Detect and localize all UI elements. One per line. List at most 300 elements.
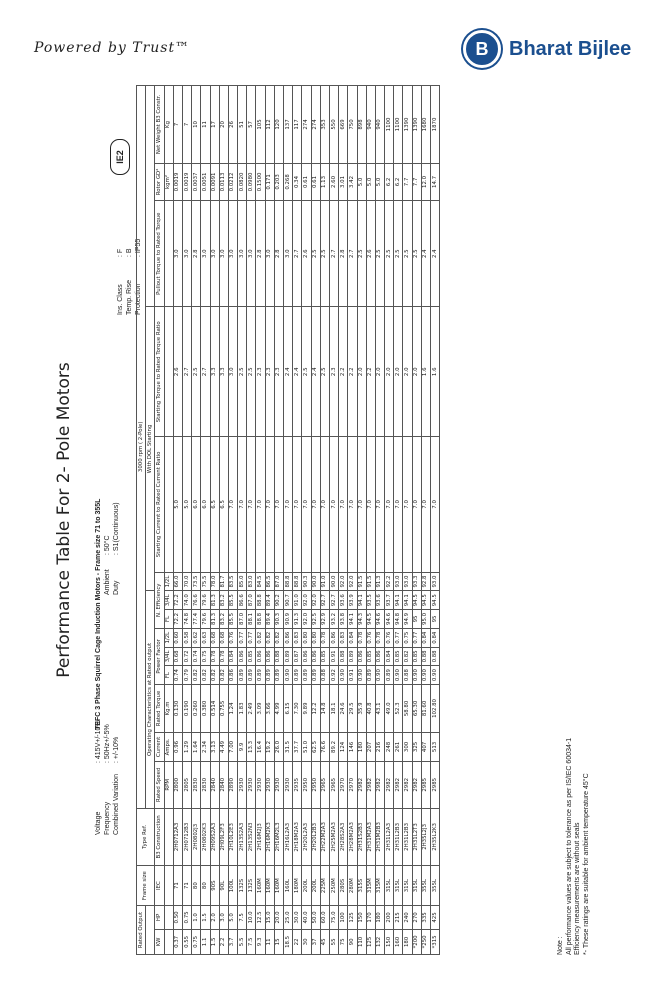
table-cell: 0.89 xyxy=(385,666,394,685)
table-cell: 2H25M2A3 xyxy=(329,808,338,866)
table-cell: 2H20L2A3 xyxy=(302,808,311,866)
table-cell: 0.130 xyxy=(173,684,182,732)
table-cell: 180M xyxy=(293,866,302,906)
ins-value: : IP55 xyxy=(135,238,142,257)
table-cell: 2H16M2J3 xyxy=(256,808,265,866)
table-cell: 0.380 xyxy=(201,684,210,732)
th-unit-rotor: kgm² xyxy=(164,163,173,200)
table-cell: 3.3 xyxy=(210,307,219,437)
ins-key: Temp. Rise xyxy=(126,279,133,315)
table-cell: 2982 xyxy=(366,761,375,808)
table-cell: 17 xyxy=(210,86,219,164)
table-cell: 45 xyxy=(320,929,329,954)
table-cell: 0.96 xyxy=(173,732,182,761)
table-cell: 90.7 xyxy=(284,591,293,610)
table-cell: 15.0 xyxy=(265,906,274,930)
table-cell: 75.0 xyxy=(329,906,338,930)
table-cell: 2.8 xyxy=(274,200,283,306)
table-cell: 0.82 xyxy=(403,647,412,666)
table-row xyxy=(247,86,256,955)
table-cell: 87.0 xyxy=(247,591,256,610)
table-cell: 26.0 xyxy=(274,732,283,761)
table-cell: 90.3 xyxy=(274,610,283,629)
table-cell: 7.0 xyxy=(412,437,421,572)
table-cell: 6.5 xyxy=(210,437,219,572)
table-row xyxy=(293,86,302,955)
table-cell: 355L xyxy=(431,866,440,906)
table-row xyxy=(357,86,366,955)
table-cell: 2.5 xyxy=(403,200,412,306)
table-cell: 51.0 xyxy=(302,732,311,761)
table-cell: 3.13 xyxy=(210,732,219,761)
table-row xyxy=(219,86,228,955)
table-cell: 40.0 xyxy=(302,906,311,930)
table-cell: 29.5 xyxy=(348,684,357,732)
table-cell: 2930 xyxy=(247,761,256,808)
table-cell: 0.60 xyxy=(173,628,182,647)
table-row xyxy=(329,86,338,955)
table-cell: 91.5 xyxy=(366,572,375,591)
table-cell: 3.0 xyxy=(238,200,247,306)
th-unit-blank xyxy=(164,307,173,437)
table-cell: 0.90 xyxy=(375,666,384,685)
table-cell: 2H35L2J3 xyxy=(421,808,430,866)
table-cell: 93.0 xyxy=(403,572,412,591)
table-cell: 2.2 xyxy=(339,307,348,437)
th-b3: B3 Construction xyxy=(155,808,164,866)
table-cell: 57 xyxy=(247,86,256,164)
table-cell: 91.5 xyxy=(357,572,366,591)
supply-key: Frequency xyxy=(104,801,111,835)
table-cell: 2.34 xyxy=(201,732,210,761)
table-cell: 37 xyxy=(311,929,320,954)
table-cell: 315L xyxy=(385,866,394,906)
table-cell: 90L xyxy=(219,866,228,906)
table-cell: 92.0 xyxy=(339,572,348,591)
table-cell: 2.5 xyxy=(357,200,366,306)
table-cell: 94.1 xyxy=(394,591,403,610)
table-cell: 0.72 xyxy=(182,647,191,666)
table-cell: 0.0091 xyxy=(210,163,219,200)
th-current: Current xyxy=(155,732,164,761)
table-row xyxy=(412,86,421,955)
table-cell: 0.89 xyxy=(348,647,357,666)
table-cell: 7.0 xyxy=(394,437,403,572)
supply-value: : 50Hz+/-5% xyxy=(104,724,111,763)
table-cell: 75 xyxy=(339,929,348,954)
table-cell: *200 xyxy=(412,929,421,954)
table-cell: 95.0 xyxy=(421,610,430,629)
table-cell: 0.89 xyxy=(293,666,302,685)
table-cell: 2.5 xyxy=(192,307,201,437)
table-cell: 50.0 xyxy=(311,906,320,930)
table-cell: 0.89 xyxy=(302,666,311,685)
table-cell: 300 xyxy=(403,732,412,761)
th-unit-blank xyxy=(164,808,173,866)
table-cell: 2.3 xyxy=(265,307,274,437)
table-cell: 2.0 xyxy=(210,906,219,930)
table-cell: 7.0 xyxy=(238,437,247,572)
th-unit-fl: FL xyxy=(164,610,173,629)
table-cell: 180 xyxy=(357,732,366,761)
table-cell: 9.3 xyxy=(256,929,265,954)
table-cell: 2985 xyxy=(431,761,440,808)
table-cell: 7.0 xyxy=(247,437,256,572)
table-row xyxy=(366,86,375,955)
table-cell: 669 xyxy=(339,86,348,164)
table-cell: 207 xyxy=(366,732,375,761)
table-cell: 7.0 xyxy=(284,437,293,572)
table-cell: 0.86 xyxy=(284,628,293,647)
table-cell: 0.88 xyxy=(339,647,348,666)
table-cell: 5.5 xyxy=(238,929,247,954)
table-row xyxy=(403,86,412,955)
table-cell: 83.2 xyxy=(219,610,228,629)
table-cell: 2.4 xyxy=(431,200,440,306)
table-cell: 7.0 xyxy=(403,437,412,572)
table-row xyxy=(274,86,283,955)
table-cell: 58.80 xyxy=(403,684,412,732)
table-cell: 92.0 xyxy=(302,610,311,629)
table-cell: 2H16L2A3 xyxy=(284,808,293,866)
table-cell: 0.84 xyxy=(348,628,357,647)
table-cell: 2H09S2A3 xyxy=(210,808,219,866)
table-cell: 71 xyxy=(182,866,191,906)
table-cell: 0.34 xyxy=(293,163,302,200)
table-cell: 0.83 xyxy=(293,628,302,647)
table-cell: 10 xyxy=(192,86,201,164)
table-cell: 26 xyxy=(228,86,237,164)
table-cell: 215 xyxy=(394,906,403,930)
table-cell: 80 xyxy=(192,866,201,906)
table-cell: 0.89 xyxy=(284,647,293,666)
table-cell: 0.84 xyxy=(421,628,430,647)
th-frame: Frame size xyxy=(137,866,155,906)
table-cell: 0.90 xyxy=(394,666,403,685)
table-cell: 86.6 xyxy=(238,591,247,610)
table-cell: 92.8 xyxy=(421,572,430,591)
table-cell: 1680 xyxy=(421,86,430,164)
table-cell: 0.87 xyxy=(293,647,302,666)
table-cell: 2.6 xyxy=(366,200,375,306)
logo-icon: B xyxy=(463,30,501,68)
table-cell: 124 xyxy=(339,732,348,761)
table-cell: 2H31L2A3 xyxy=(385,808,394,866)
table-cell: 85.0 xyxy=(238,572,247,591)
table-cell: 261 xyxy=(394,732,403,761)
table-cell: 2.5 xyxy=(412,200,421,306)
table-cell: 90 xyxy=(348,929,357,954)
table-cell: 2930 xyxy=(265,761,274,808)
table-cell: 1.6 xyxy=(421,307,430,437)
table-cell: 0.63 xyxy=(201,628,210,647)
table-row xyxy=(339,86,348,955)
note-line: Efficiency measurements are without seals xyxy=(574,822,581,955)
table-cell: 120 xyxy=(274,86,283,164)
table-cell: 2965 xyxy=(329,761,338,808)
brand-name: Bharat Bijlee xyxy=(509,37,632,60)
table-cell: 94.1 xyxy=(348,610,357,629)
table-cell: 0.0019 xyxy=(173,163,182,200)
table-cell: 92.7 xyxy=(320,591,329,610)
th-blank xyxy=(146,86,155,307)
table-cell: 10.0 xyxy=(247,906,256,930)
table-row xyxy=(421,86,430,955)
table-cell: 60.0 xyxy=(320,906,329,930)
th-power-factor: Power Factor xyxy=(155,628,164,684)
table-cell: 22 xyxy=(293,929,302,954)
table-cell: 1.13 xyxy=(320,163,329,200)
supply-value: : 415V+/-10% xyxy=(95,720,102,763)
table-cell: 2935 xyxy=(293,761,302,808)
table-cell: 0.80 xyxy=(311,628,320,647)
table-cell: 5.0 xyxy=(357,163,366,200)
table-cell: 1390 xyxy=(412,86,421,164)
table-cell: 19.2 xyxy=(265,732,274,761)
table-cell: 940 xyxy=(375,86,384,164)
table-cell: 92.2 xyxy=(385,572,394,591)
table-cell: 3.0 xyxy=(201,200,210,306)
table-cell: 2.7 xyxy=(182,307,191,437)
motor-desc-text: TEFC 3 Phase Squirrel Cage Induction Motors - Frame size 71 to 355L xyxy=(95,498,102,730)
ie2-badge: IE2 xyxy=(110,139,130,175)
table-cell: 132S xyxy=(238,866,247,906)
table-cell: 2H28M2A3 xyxy=(348,808,357,866)
table-cell: 2.6 xyxy=(173,307,182,437)
table-cell: 0.88 xyxy=(403,666,412,685)
table-cell: 425 xyxy=(431,906,440,930)
table-cell: 898 xyxy=(357,86,366,164)
table-cell: 95 xyxy=(431,610,440,629)
table-cell: 94.8 xyxy=(394,610,403,629)
table-cell: 0.78 xyxy=(357,628,366,647)
table-cell: 6.0 xyxy=(201,437,210,572)
note-line: All performance values are subject to tolerance as per IS/IEC 60034-1 xyxy=(565,737,573,955)
table-cell: 49.0 xyxy=(385,684,394,732)
table-cell: 200L xyxy=(311,866,320,906)
table-cell: 81.60 xyxy=(421,684,430,732)
table-cell: 2970 xyxy=(348,761,357,808)
table-cell: 0.83 xyxy=(339,628,348,647)
table-cell: 0.755 xyxy=(219,684,228,732)
table-cell: 12.2 xyxy=(311,684,320,732)
table-row xyxy=(394,86,403,955)
table-cell: 280M xyxy=(348,866,357,906)
table-cell: 0.89 xyxy=(274,666,283,685)
table-cell: 0.82 xyxy=(210,666,219,685)
table-cell: 0.86 xyxy=(375,647,384,666)
table-cell: 79.6 xyxy=(201,591,210,610)
th-unit-wt: Kg xyxy=(164,86,173,164)
table-cell: 2.8 xyxy=(339,200,348,306)
table-cell: 7 xyxy=(173,86,182,164)
table-cell: 2.0 xyxy=(412,307,421,437)
table-body xyxy=(173,86,439,955)
table-cell: 12.0 xyxy=(421,163,430,200)
table-cell: 5.0 xyxy=(375,163,384,200)
table-cell: 137 xyxy=(284,86,293,164)
table-cell: 200 xyxy=(385,906,394,930)
table-cell: 7.0 xyxy=(228,437,237,572)
table-cell: 3.3 xyxy=(219,307,228,437)
table-cell: 2.0 xyxy=(385,307,394,437)
table-cell: 0.268 xyxy=(284,163,293,200)
table-cell: 0.37 xyxy=(173,929,182,954)
table-cell: 0.84 xyxy=(385,647,394,666)
table-cell: 160L xyxy=(284,866,293,906)
table-cell: 0.89 xyxy=(311,666,320,685)
table-cell: 2.0 xyxy=(357,307,366,437)
table-cell: 2H0712A3 xyxy=(173,808,182,866)
table-cell: 2830 xyxy=(201,761,210,808)
table-cell: 2985 xyxy=(421,761,430,808)
table-cell: 315M xyxy=(375,866,384,906)
table-cell: 325 xyxy=(412,732,421,761)
table-cell: 225M xyxy=(320,866,329,906)
table-cell: 2950 xyxy=(302,761,311,808)
table-cell: 88.1 xyxy=(247,610,256,629)
table-cell: 0.91 xyxy=(348,666,357,685)
table-cell: 3.7 xyxy=(228,929,237,954)
table-cell: 2H35L2K3 xyxy=(431,808,440,866)
table-cell: 3.42 xyxy=(348,163,357,200)
table-cell: 88.8 xyxy=(256,591,265,610)
table-cell: 250M xyxy=(329,866,338,906)
table-cell: 0.86 xyxy=(302,647,311,666)
supply-key: Combined Variation xyxy=(113,774,120,835)
table-cell: 100 xyxy=(339,906,348,930)
th-blank xyxy=(146,906,155,955)
table-cell: 2.49 xyxy=(247,684,256,732)
table-cell: 5.0 xyxy=(182,437,191,572)
table-cell: 3.0 xyxy=(228,200,237,306)
table-cell: 7.0 xyxy=(265,437,274,572)
table-cell: 160 xyxy=(394,929,403,954)
brand-logo xyxy=(463,30,631,68)
note-line: *- These ratings are suitable for ambient temperature 45°C xyxy=(582,773,590,955)
table-cell: 74.8 xyxy=(182,610,191,629)
supply-value: : +/-10% xyxy=(113,736,120,763)
table-cell: 0.78 xyxy=(219,647,228,666)
table-cell: 274 xyxy=(302,86,311,164)
table-cell: 2.5 xyxy=(320,307,329,437)
table-cell: 3.0 xyxy=(219,906,228,930)
table-cell: 2.5 xyxy=(247,307,256,437)
table-cell: 0.82 xyxy=(192,666,201,685)
table-cell: 78.0 xyxy=(210,572,219,591)
table-row xyxy=(201,86,210,955)
table-cell: 2950 xyxy=(311,761,320,808)
table-cell: 2830 xyxy=(192,761,201,808)
table-cell: 6.0 xyxy=(192,437,201,572)
table-cell: 7.0 xyxy=(421,437,430,572)
notes xyxy=(557,738,591,955)
table-cell: 2.5 xyxy=(311,200,320,306)
table-cell: 0.68 xyxy=(219,628,228,647)
table-cell: 0.75 xyxy=(403,628,412,647)
table-cell: 72.2 xyxy=(173,610,182,629)
table-cell: 7.0 xyxy=(385,437,394,572)
table-cell: 0.92 xyxy=(329,666,338,685)
table-cell: 2.5 xyxy=(238,307,247,437)
table-cell: 240 xyxy=(403,906,412,930)
table-cell: 2982 xyxy=(385,761,394,808)
table-cell: *315 xyxy=(431,929,440,954)
motor-description xyxy=(94,499,103,730)
table-cell: 2.7 xyxy=(329,200,338,306)
table-cell: 3.0 xyxy=(173,200,182,306)
tagline: Powered by Trust™ xyxy=(34,40,191,56)
table-cell: 88.8 xyxy=(293,572,302,591)
table-cell: 274 xyxy=(311,86,320,164)
table-cell: 0.88 xyxy=(431,647,440,666)
table-cell: 0.90 xyxy=(412,666,421,685)
page-title: Performance Table For 2- Pole Motors xyxy=(54,362,74,678)
table-cell: 170 xyxy=(366,906,375,930)
table-cell: 31.5 xyxy=(284,732,293,761)
table-cell: 76.6 xyxy=(320,732,329,761)
table-cell: 3.0 xyxy=(210,200,219,306)
table-cell: 150 xyxy=(385,929,394,954)
table-cell: 2930 xyxy=(238,761,247,808)
table-cell: 70.0 xyxy=(182,572,191,591)
table-cell: 85.5 xyxy=(228,591,237,610)
table-cell: 0.89 xyxy=(366,666,375,685)
table-cell: 0.82 xyxy=(256,628,265,647)
table-cell: 2982 xyxy=(357,761,366,808)
table-cell: 43.1 xyxy=(375,684,384,732)
table-cell: 94.1 xyxy=(403,591,412,610)
table-cell: 7.0 xyxy=(375,437,384,572)
performance-table xyxy=(136,85,440,955)
table-cell: 160M xyxy=(256,866,265,906)
table-cell: 75.5 xyxy=(201,572,210,591)
table-cell: 0.82 xyxy=(265,628,274,647)
table-cell: 1.24 xyxy=(228,684,237,732)
table-cell: 2.8 xyxy=(192,200,201,306)
table-cell: 940 xyxy=(366,86,375,164)
table-cell: 13.3 xyxy=(247,732,256,761)
table-cell: 2H31S2B3 xyxy=(357,808,366,866)
table-cell: 2.4 xyxy=(421,200,430,306)
table-cell: 3.0 xyxy=(182,200,191,306)
table-row xyxy=(192,86,201,955)
table-cell: 7.5 xyxy=(247,929,256,954)
table-cell: 102.80 xyxy=(431,684,440,732)
table-cell: 93.3 xyxy=(412,572,421,591)
table-cell: 0.85 xyxy=(394,647,403,666)
table-cell: 0.77 xyxy=(247,628,256,647)
table-cell: 73.5 xyxy=(192,572,201,591)
table-cell: 0.90 xyxy=(284,666,293,685)
table-cell: 7.0 xyxy=(302,437,311,572)
table-cell: 95 xyxy=(412,610,421,629)
table-cell: 2.2 xyxy=(219,929,228,954)
th-kw: KW xyxy=(155,929,164,954)
th-unit-blank xyxy=(164,866,173,906)
table-cell: 117 xyxy=(293,86,302,164)
table-cell: 2H10L2E3 xyxy=(228,808,237,866)
table-cell: 7.0 xyxy=(431,437,440,572)
table-cell: 7.0 xyxy=(329,437,338,572)
table-cell: 18.1 xyxy=(329,684,338,732)
table-cell: 84.5 xyxy=(256,572,265,591)
table-cell: 2H09L2F3 xyxy=(219,808,228,866)
table-cell: 0.76 xyxy=(385,628,394,647)
th-unit-blank xyxy=(164,929,173,954)
table-cell: 0.514 xyxy=(210,684,219,732)
table-cell: 7.5 xyxy=(238,906,247,930)
